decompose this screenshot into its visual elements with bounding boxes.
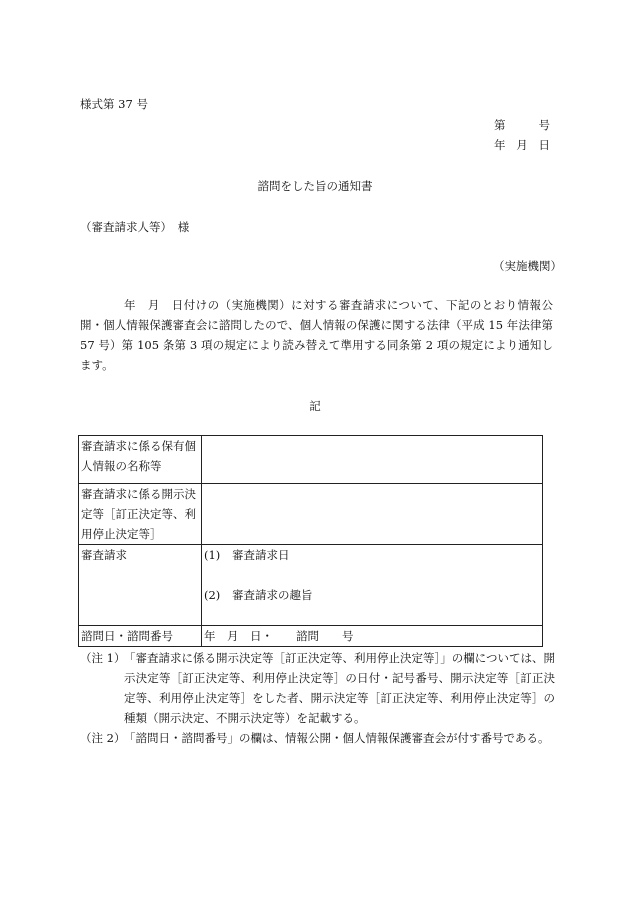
note-text: 「諮問日・諮問番号」の欄は、情報公開・個人情報保護審査会が付す番号である。 <box>124 731 550 745</box>
item-text: 審査請求日 <box>232 548 290 562</box>
table-row <box>79 545 543 626</box>
document-date <box>494 137 550 153</box>
form-number: 様式第 37 号 <box>80 97 148 111</box>
row-label-personal-info-name: 審査請求に係る保有個人情報の名称等 <box>79 436 202 484</box>
item-number: (2) <box>204 588 221 602</box>
date-day: 日 <box>538 138 550 152</box>
table-row <box>79 484 543 545</box>
document-number-prefix: 第 <box>494 118 506 132</box>
row-label-disclosure-decision: 審査請求に係る開示決定等［訂正決定等、利用停止決定等］ <box>79 484 202 545</box>
item-text: 審査請求の趣旨 <box>232 588 313 602</box>
note-label: （注 1） <box>80 651 126 665</box>
row-value-consultation-date-number: 年 月 日・ 諮問 号 <box>202 626 543 647</box>
note-item <box>80 648 555 728</box>
note-text: 「審査請求に係る開示決定等［訂正決定等、利用停止決定等］」の欄については、開示決定等［訂正決定等、利用停止決定等］の日付・記号番号、開示決定等［訂正決定等、利用停止決定等］をした者、開示決定等［訂正決定等、利用停止決定等］の種類（開示決定、不開示決定等）を記載する。 <box>124 651 556 725</box>
document-number <box>494 117 550 133</box>
note-item <box>80 728 555 748</box>
table-row <box>79 626 543 647</box>
row-value-review-request <box>202 545 543 626</box>
row-label-review-request: 審査請求 <box>79 545 202 626</box>
row-label-consultation-date-number: 諮問日・諮問番号 <box>79 626 202 647</box>
date-month: 月 <box>516 138 528 152</box>
note-label: （注 2） <box>80 731 126 745</box>
body-paragraph: 年 月 日付けの（実施機関）に対する審査請求について、下記のとおり情報公開・個人情報保護審査会に諮問したので、個人情報の保護に関する法律（平成 15 年法律第 57 号）第 105 条第 3 項の規定により読み替えて準用する同条第 2 項の規定により通知します。 <box>80 298 553 372</box>
sender: （実施機関） <box>493 259 562 273</box>
review-request-item <box>204 585 540 605</box>
notes <box>80 648 555 748</box>
addressee: （審査請求人等） 様 <box>80 220 190 234</box>
item-number: (1) <box>204 548 221 562</box>
ki-heading: 記 <box>309 399 321 413</box>
document-title: 諮問をした旨の通知書 <box>257 179 373 193</box>
row-value-personal-info-name <box>202 436 543 484</box>
review-request-item <box>204 545 540 565</box>
document-number-suffix: 号 <box>538 118 550 132</box>
row-value-disclosure-decision <box>202 484 543 545</box>
date-year: 年 <box>494 138 506 152</box>
details-table <box>78 435 543 647</box>
table-row <box>79 436 543 484</box>
